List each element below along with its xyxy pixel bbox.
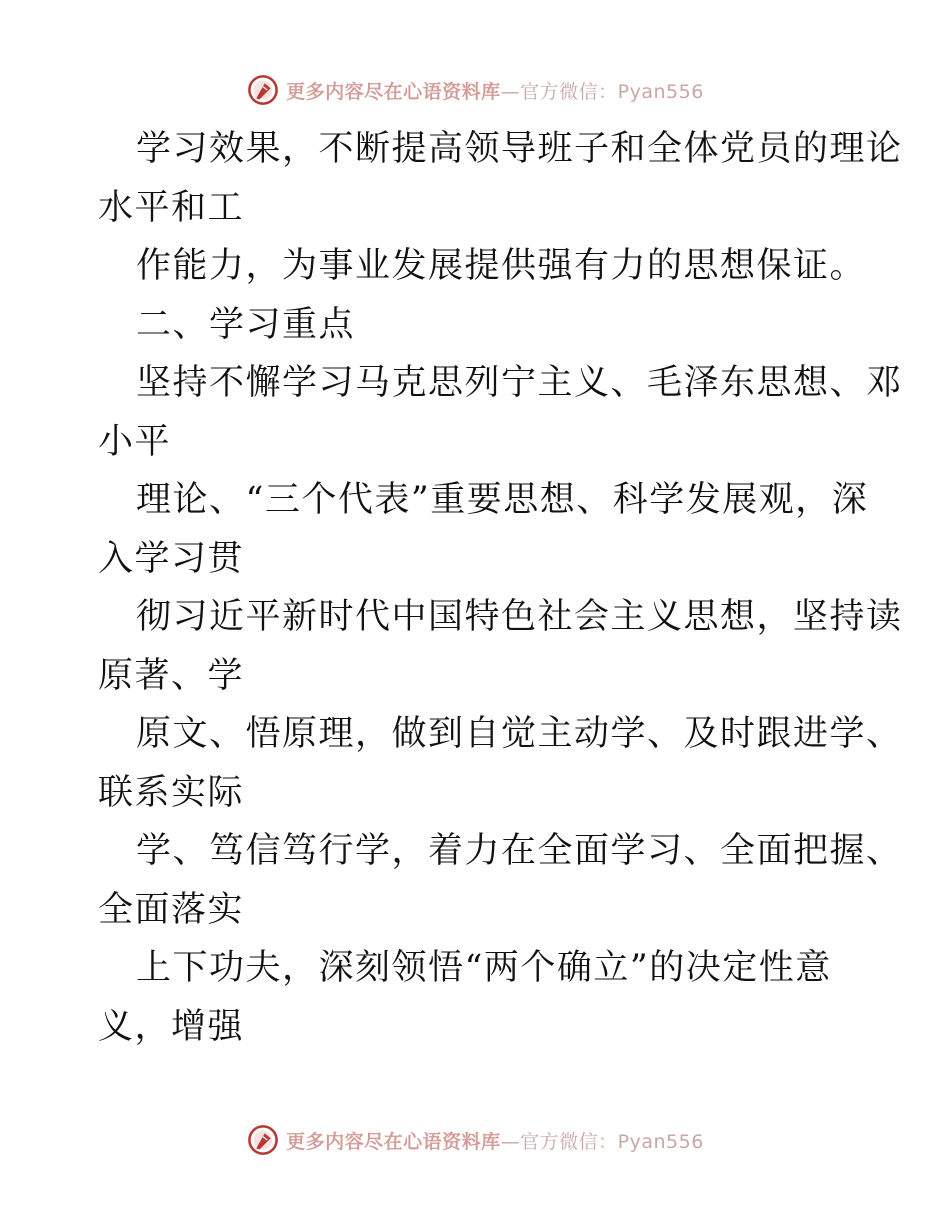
document-body — [98, 120, 903, 1056]
text-line: 学习效果，不断提高领导班子和全体党员的理论 — [136, 129, 903, 169]
footer-banner-inner — [246, 1123, 704, 1157]
footer-brand-name: 更多内容尽在心语资料库 — [286, 1130, 501, 1153]
text-line: 坚持不懈学习马克思列宁主义、毛泽东思想、邓 — [136, 363, 903, 403]
pen-nib-seal-icon — [246, 73, 280, 107]
pen-nib-seal-icon — [246, 1123, 280, 1157]
text-line: 原著、学 — [98, 655, 245, 696]
header-banner-text — [286, 77, 704, 104]
text-line: 作能力，为事业发展提供强有力的思想保证。 — [136, 246, 867, 286]
text-line: 上下功夫，深刻领悟“两个确立”的决定性意 — [136, 948, 832, 988]
text-line: 全面落实 — [98, 889, 245, 930]
text-line: 彻习近平新时代中国特色社会主义思想，坚持读 — [136, 597, 903, 637]
text-line: 学、笃信笃行学，着力在全面学习、全面把握、 — [136, 831, 903, 871]
footer-dash: — — [500, 1130, 521, 1153]
text-line: 原文、悟原理，做到自觉主动学、及时跟进学、 — [136, 714, 903, 754]
text-line: 联系实际 — [98, 772, 245, 813]
text-line: 小平 — [98, 421, 172, 462]
header-banner-inner — [246, 73, 704, 107]
footer-banner-text — [286, 1127, 704, 1154]
header-contact: 官方微信：Pyan556 — [520, 80, 704, 103]
text-line: 水平和工 — [98, 187, 245, 228]
text-line: 入学习贯 — [98, 538, 245, 579]
footer-contact: 官方微信：Pyan556 — [520, 1130, 704, 1153]
text-line: 义，增强 — [98, 1006, 245, 1047]
footer-watermark-banner — [0, 1122, 950, 1158]
text-line: 理论、“三个代表”重要思想、科学发展观，深 — [136, 480, 869, 520]
text-line: 二、学习重点 — [136, 304, 356, 345]
header-dash: — — [500, 80, 521, 103]
header-watermark-banner — [0, 72, 950, 108]
header-brand-name: 更多内容尽在心语资料库 — [286, 80, 501, 103]
